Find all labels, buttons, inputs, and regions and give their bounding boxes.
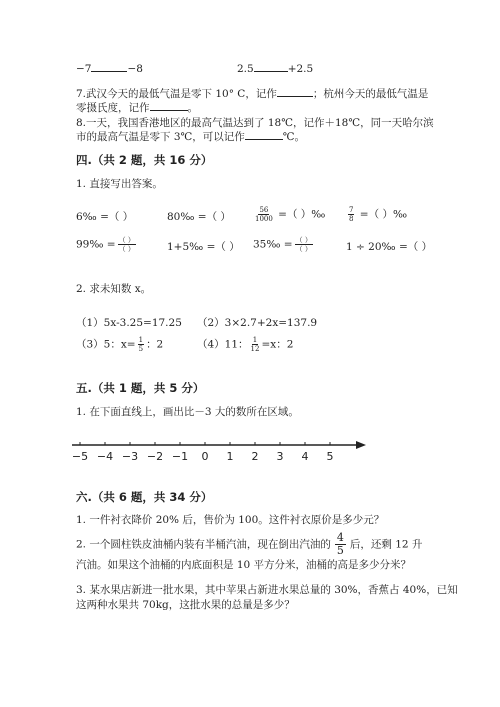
q8-text-post: ℃。 [282,131,306,143]
numerator: （ ） [118,236,135,244]
number-line[interactable] [70,432,370,472]
section-6-heading: 六.（共 6 题，共 34 分） [76,490,213,504]
calc-item: 1 ÷ 20‰ =（ ） [346,241,433,253]
numerator: 1 [252,336,258,344]
arrow-icon [356,441,366,449]
q7-text2: 零摄氏度，记作 [76,102,150,114]
fraction [251,336,260,353]
section-5-heading: 五.（共 1 题，共 5 分） [76,381,205,395]
number-line-tick-label: 0 [201,450,209,463]
number-line-tick-label: −4 [96,450,114,463]
denominator: 5 [138,345,144,353]
section-6-q2-line1 [76,532,422,557]
numerator: 7 [349,206,354,214]
denominator: （ ） [295,245,312,253]
section-4-heading: 四.（共 2 题，共 16 分） [76,153,213,167]
section-4-q2: 2. 求未知数 x。 [76,283,152,295]
denominator: 1000 [255,215,273,223]
q7-text-post: ；杭州今天的最低气温是 [312,88,429,100]
calc-item: 80‰ =（ ） [167,211,231,223]
question-7-line1 [76,87,428,101]
section-6-q1: 1. 一件衬衣降价 20% 后，售价为 100。这件衬衣原价是多少元？ [76,514,385,526]
denominator: （ ） [118,245,135,253]
denominator: 8 [349,215,354,223]
section-6-q3-line2: 这两种水果共 70kg，这批水果的总量是多少？ [76,599,295,611]
numerator: 56 [259,206,269,214]
fraction [335,532,346,557]
number-line-tick-label: 5 [326,450,334,463]
calc-text: =（ ）‰ [356,208,408,221]
q2-text-post: 后，还剩 12 升 [349,538,423,551]
answer-blank[interactable] [91,71,127,72]
top-compare-left [76,62,143,76]
number-line-tick-label: 3 [276,450,284,463]
number-line-tick-label: −5 [71,450,89,463]
calc-text: 99‰ = [76,238,116,251]
question-8-line2 [76,130,305,144]
equation-2: （2）3×2.7+2x=137.9 [197,317,318,329]
value-left-b: −8 [127,63,143,75]
q7-text: 7.武汉今天的最低气温是零下 10° C，记作 [76,88,277,100]
fraction [255,206,273,223]
denominator: 12 [250,345,260,353]
calc-text: 35‰ = [253,238,293,251]
value-right-b: +2.5 [287,63,314,75]
question-8-line1: 8.一天，我国香港地区的最高气温达到了 18℃，记作＋18℃，同一天哈尔滨 [76,117,434,129]
denominator: 5 [336,544,344,557]
value-right-a: 2.5 [237,63,254,75]
answer-blank[interactable] [277,96,313,97]
section-6-q3-line1: 3. 某水果店新进一批水果，其中苹果占新进水果总量的 30%，香蕉占 40%，已知 [76,584,458,596]
equation-1: （1）5x-3.25=17.25 [76,317,182,329]
eq-text: （3）5：x= [76,338,136,351]
numerator: （ ） [295,236,312,244]
numerator: 4 [336,531,344,544]
number-line-tick-label: 2 [251,450,259,463]
calc-item [253,206,325,223]
number-line-tick-label: −2 [146,450,164,463]
number-line-tick-label: 1 [226,450,234,463]
calc-item: 1+5‰ =（ ） [167,241,240,253]
equation-4 [197,336,293,353]
calc-item: 6‰ =（ ） [76,211,134,223]
eq-text: （4）11： [197,338,249,351]
eq-text: =x：2 [261,338,294,351]
question-7-line2 [76,101,198,115]
answer-blank[interactable] [150,110,188,111]
section-4-q1: 1. 直接写出答案。 [76,178,163,190]
q2-text: 2. 一个圆柱铁皮油桶内装有半桶汽油，现在倒出汽油的 [76,538,331,551]
numerator: 1 [138,336,144,344]
q7-text2-post: 。 [187,102,198,114]
fraction [295,236,313,253]
fraction [348,206,354,223]
eq-text: ：2 [146,338,164,351]
fraction [138,336,144,353]
q8-text: 市的最高气温是零下 3℃，可以记作 [76,131,245,143]
number-line-tick-label: −3 [121,450,139,463]
answer-blank[interactable] [245,139,283,140]
section-5-q1: 1. 在下面直线上，画出比－3 大的数所在区域。 [76,406,299,418]
equation-3 [76,336,163,353]
fraction [118,236,136,253]
section-6-q2-line2: 汽油。如果这个油桶的内底面积是 10 平方分米，油桶的高是多少分米？ [76,559,412,571]
number-line-tick-label: −1 [171,450,189,463]
top-compare-right [237,62,313,76]
calc-item [346,206,407,223]
calc-item [76,236,138,253]
calc-item [253,236,315,253]
answer-blank[interactable] [254,71,288,72]
calc-text: =（ ）‰ [274,208,326,221]
value-left-a: −7 [76,63,92,75]
number-line-tick-label: 4 [301,450,309,463]
